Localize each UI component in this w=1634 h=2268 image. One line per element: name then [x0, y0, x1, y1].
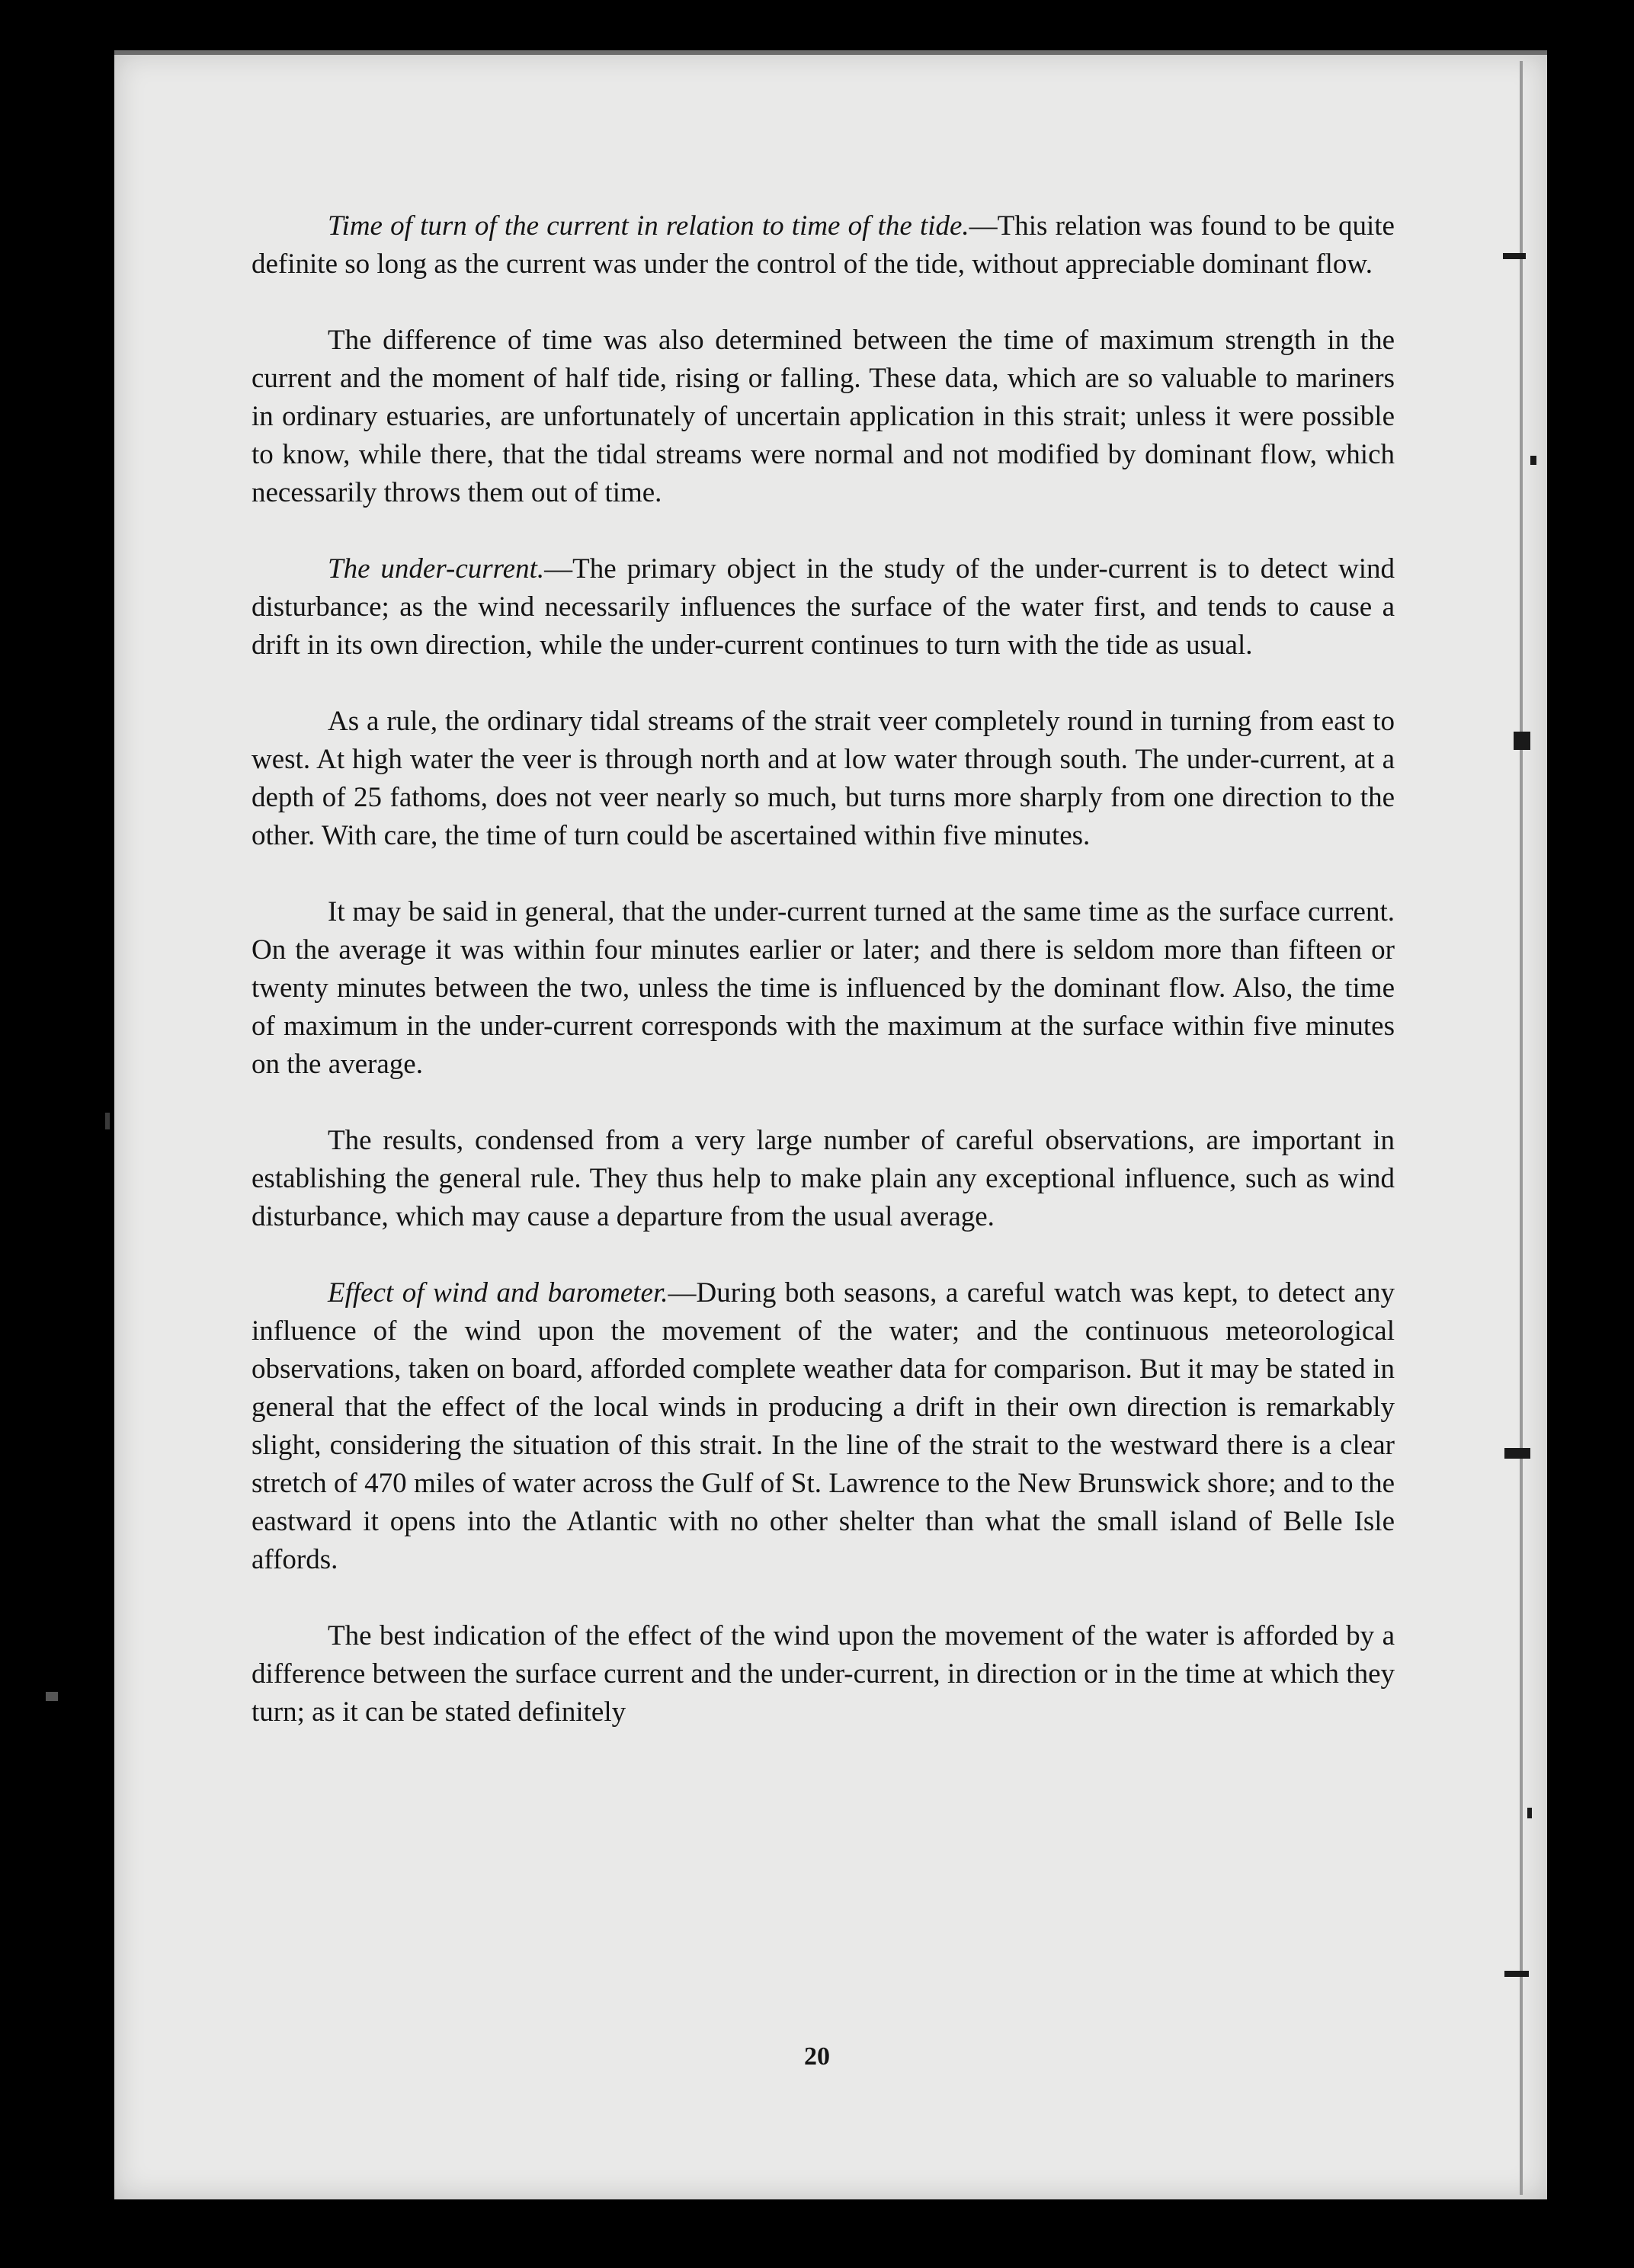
paragraph	[252, 1122, 1395, 1236]
edge-speck	[105, 1113, 110, 1129]
paragraph-text: —This relation was found to be quite definite so long as the current was under the control of the tide, without appreciable dominant flow.	[252, 210, 1395, 280]
paragraph	[252, 703, 1395, 855]
page-number: 20	[804, 2042, 830, 2071]
paragraph-text: As a rule, the ordinary tidal streams of the strait veer completely round in turning from east to west. At high water the veer is through north and at low water through south. The under-current, at a depth of 25 fathoms, does not veer nearly so much, but turns more sharply from one direction to the other. With care, the time of turn could be ascertained within five minutes.	[252, 706, 1395, 851]
paragraph-heading: Time of turn of the current in relation to time of the tide.	[328, 210, 969, 242]
page-right-edge	[1520, 61, 1523, 2195]
margin-mark	[1503, 253, 1526, 259]
paragraph-text: —During both seasons, a careful watch was kept, to detect any influence of the wind upon the movement of the water; and the continuous meteorological observations, taken on board, afforded complete weather data for comparison. But it may be stated in general that the effect of the local winds in producing a drift in their own direction is remarkably slight, considering the situation of this strait. In the line of the strait to the westward there is a clear stretch of 470 miles of water across the Gulf of St. Lawrence to the New Brunswick shore; and to the eastward it opens into the Atlantic with no other shelter than what the small island of Belle Isle affords.	[252, 1277, 1395, 1575]
paragraph	[252, 322, 1395, 512]
margin-mark	[1504, 1448, 1530, 1459]
page-top-edge	[114, 50, 1547, 55]
edge-speck	[46, 1692, 58, 1701]
paragraph	[252, 550, 1395, 665]
paragraph-text: The best indication of the effect of the wind upon the movement of the water is afforded by a difference between the surface current and the under-current, in direction or in the time at which they turn; as it can be stated definitely	[252, 1620, 1395, 1728]
paragraph	[252, 207, 1395, 284]
paragraph-text: It may be said in general, that the under-current turned at the same time as the surface current. On the average it was within four minutes earlier or later; and there is seldom more than fifteen or twenty minutes between the two, unless the time is influenced by the dominant flow. Also, the time of maximum in the under-current corresponds with the maximum at the surface within five minutes on the average.	[252, 896, 1395, 1080]
paragraph-text: The results, condensed from a very large number of careful observations, are important in establishing the general rule. They thus help to make plain any exceptional influence, such as wind disturbance, which may cause a departure from the usual average.	[252, 1125, 1395, 1232]
paragraph-heading: Effect of wind and barometer.	[328, 1277, 668, 1309]
paragraph	[252, 1274, 1395, 1579]
paragraph	[252, 893, 1395, 1084]
margin-mark	[1527, 1808, 1532, 1818]
paragraph-heading: The under-current.	[328, 553, 545, 585]
margin-mark	[1530, 456, 1536, 465]
margin-mark	[1504, 1971, 1529, 1977]
paragraph	[252, 1617, 1395, 1731]
paragraph-text: —The primary object in the study of the under-current is to detect wind disturbance; as the wind necessarily influences the surface of the water first, and tends to cause a drift in its own direction, while the under-current continues to turn with the tide as usual.	[252, 553, 1395, 661]
body-text	[252, 207, 1395, 1770]
paragraph-text: The difference of time was also determined between the time of maximum strength in the current and the moment of half tide, rising or falling. These data, which are so valuable to mariners in ordinary estuaries, are unfortunately of uncertain application in this strait; unless it were possible to know, while there, that the tidal streams were normal and not modified by dominant flow, which necessarily throws them out of time.	[252, 325, 1395, 508]
margin-mark	[1514, 732, 1530, 750]
